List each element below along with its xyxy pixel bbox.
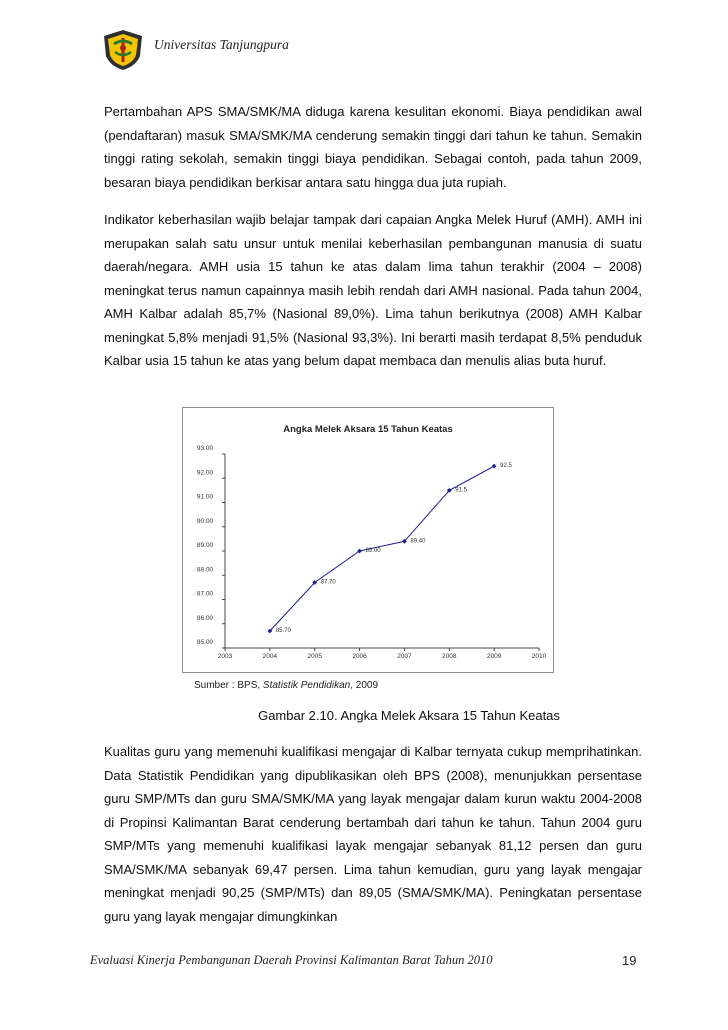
x-tick-label: 2009 xyxy=(486,653,502,660)
data-label: 89.40 xyxy=(410,538,426,545)
y-tick-label: 91.00 xyxy=(196,493,214,501)
literacy-line-chart xyxy=(183,408,553,672)
source-title: Statistik Pendidikan xyxy=(262,680,351,691)
footer-document-title: Evaluasi Kinerja Pembangunan Daerah Provinsi Kalimantan Barat Tahun 2010 xyxy=(90,953,493,967)
y-tick-label: 93.00 xyxy=(196,445,214,452)
y-tick-label: 90.00 xyxy=(196,517,214,525)
x-tick-label: 2003 xyxy=(217,653,233,660)
y-tick-label: 88.00 xyxy=(196,566,214,574)
data-label: 92.5 xyxy=(500,463,512,470)
page-header xyxy=(100,28,640,74)
body-paragraph: Indikator keberhasilan wajib belajar tampak dari capaian Angka Melek Huruf (AMH). AMH ini merupakan salah satu unsur untuk menilai keberhasilan pembangunan manusia di suatu daerah/negara. AMH usia 15 tahun ke atas dalam lima tahun terakhir (2004 – 2008) meningkat terus namun capainnya masih lebih rendah dari AMH nasional. Pada tahun 2004, AMH Kalbar adalah 85,7% (Nasional 89,0%). Lima tahun berikutnya (2008) AMH Kalbar meningkat 5,8% menjadi 91,5% (Nasional 93,3%). Ini berarti masih terdapat 8,5% penduduk Kalbar usia 15 tahun ke atas yang belum dapat membaca dan menulis alias buta huruf. xyxy=(104,212,642,368)
source-suffix: , 2009 xyxy=(350,680,379,691)
body-paragraph: Kualitas guru yang memenuhi kualifikasi mengajar di Kalbar ternyata cukup memprihatinkan. Data Statistik Pendidikan yang dipublikasikan oleh BPS (2008), menunjukkan persentase guru SMP/MTs dan guru SMA/SMK/MA yang layak mengajar dalam kurun waktu 2004-2008 di Propinsi Kalimantan Barat cenderung bertambah dari tahun ke tahun. Tahun 2004 guru SMP/MTs yang memenuhi kualifikasi layak mengajar sebanyak 81,12 persen dan guru SMA/SMK/MA sebanyak 69,47 persen. Lima tahun kemudian, guru yang layak mengajar meningkat menjadi 90,25 (SMP/MTs) dan 89,05 (SMA/SMK/MA). Peningkatan persentase guru yang layak mengajar dimungkinkan xyxy=(104,744,642,924)
data-label: 91.5 xyxy=(455,487,467,494)
data-label: 87.70 xyxy=(320,579,336,586)
x-tick-label: 2010 xyxy=(531,653,547,660)
university-logo-icon xyxy=(100,28,146,72)
x-tick-label: 2005 xyxy=(307,653,322,660)
x-tick-label: 2008 xyxy=(442,653,457,660)
data-label: 89.00 xyxy=(365,548,381,554)
y-tick-label: 85.00 xyxy=(196,639,214,646)
figure-caption: Gambar 2.10. Angka Melek Aksara 15 Tahun Keatas xyxy=(258,708,560,723)
chart-source xyxy=(194,680,378,691)
institution-name: Universitas Tanjungpura xyxy=(154,37,289,52)
y-tick-label: 89.00 xyxy=(196,542,214,549)
chart-frame xyxy=(182,407,554,673)
y-tick-label: 87.00 xyxy=(196,590,214,598)
chart-title: Angka Melek Aksara 15 Tahun Keatas xyxy=(283,424,453,435)
x-tick-label: 2007 xyxy=(397,653,412,660)
source-prefix: Sumber : BPS, xyxy=(194,680,263,691)
page-number: 19 xyxy=(622,953,637,968)
x-tick-label: 2006 xyxy=(352,653,367,660)
data-label: 85.70 xyxy=(275,628,291,635)
y-tick-label: 92.00 xyxy=(196,469,214,477)
y-tick-label: 86.00 xyxy=(196,614,214,622)
body-paragraph: Pertambahan APS SMA/SMK/MA diduga karena kesulitan ekonomi. Biaya pendidikan awal (pendaftaran) masuk SMA/SMK/MA cenderung semakin tinggi dari tahun ke tahun. Semakin tinggi rating sekolah, semakin tinggi biaya pendidikan. Sebagai contoh, pada tahun 2009, besaran biaya pendidikan berkisar antara satu hingga dua juta rupiah. xyxy=(104,104,642,190)
data-point xyxy=(492,464,497,469)
x-tick-label: 2004 xyxy=(262,653,278,660)
